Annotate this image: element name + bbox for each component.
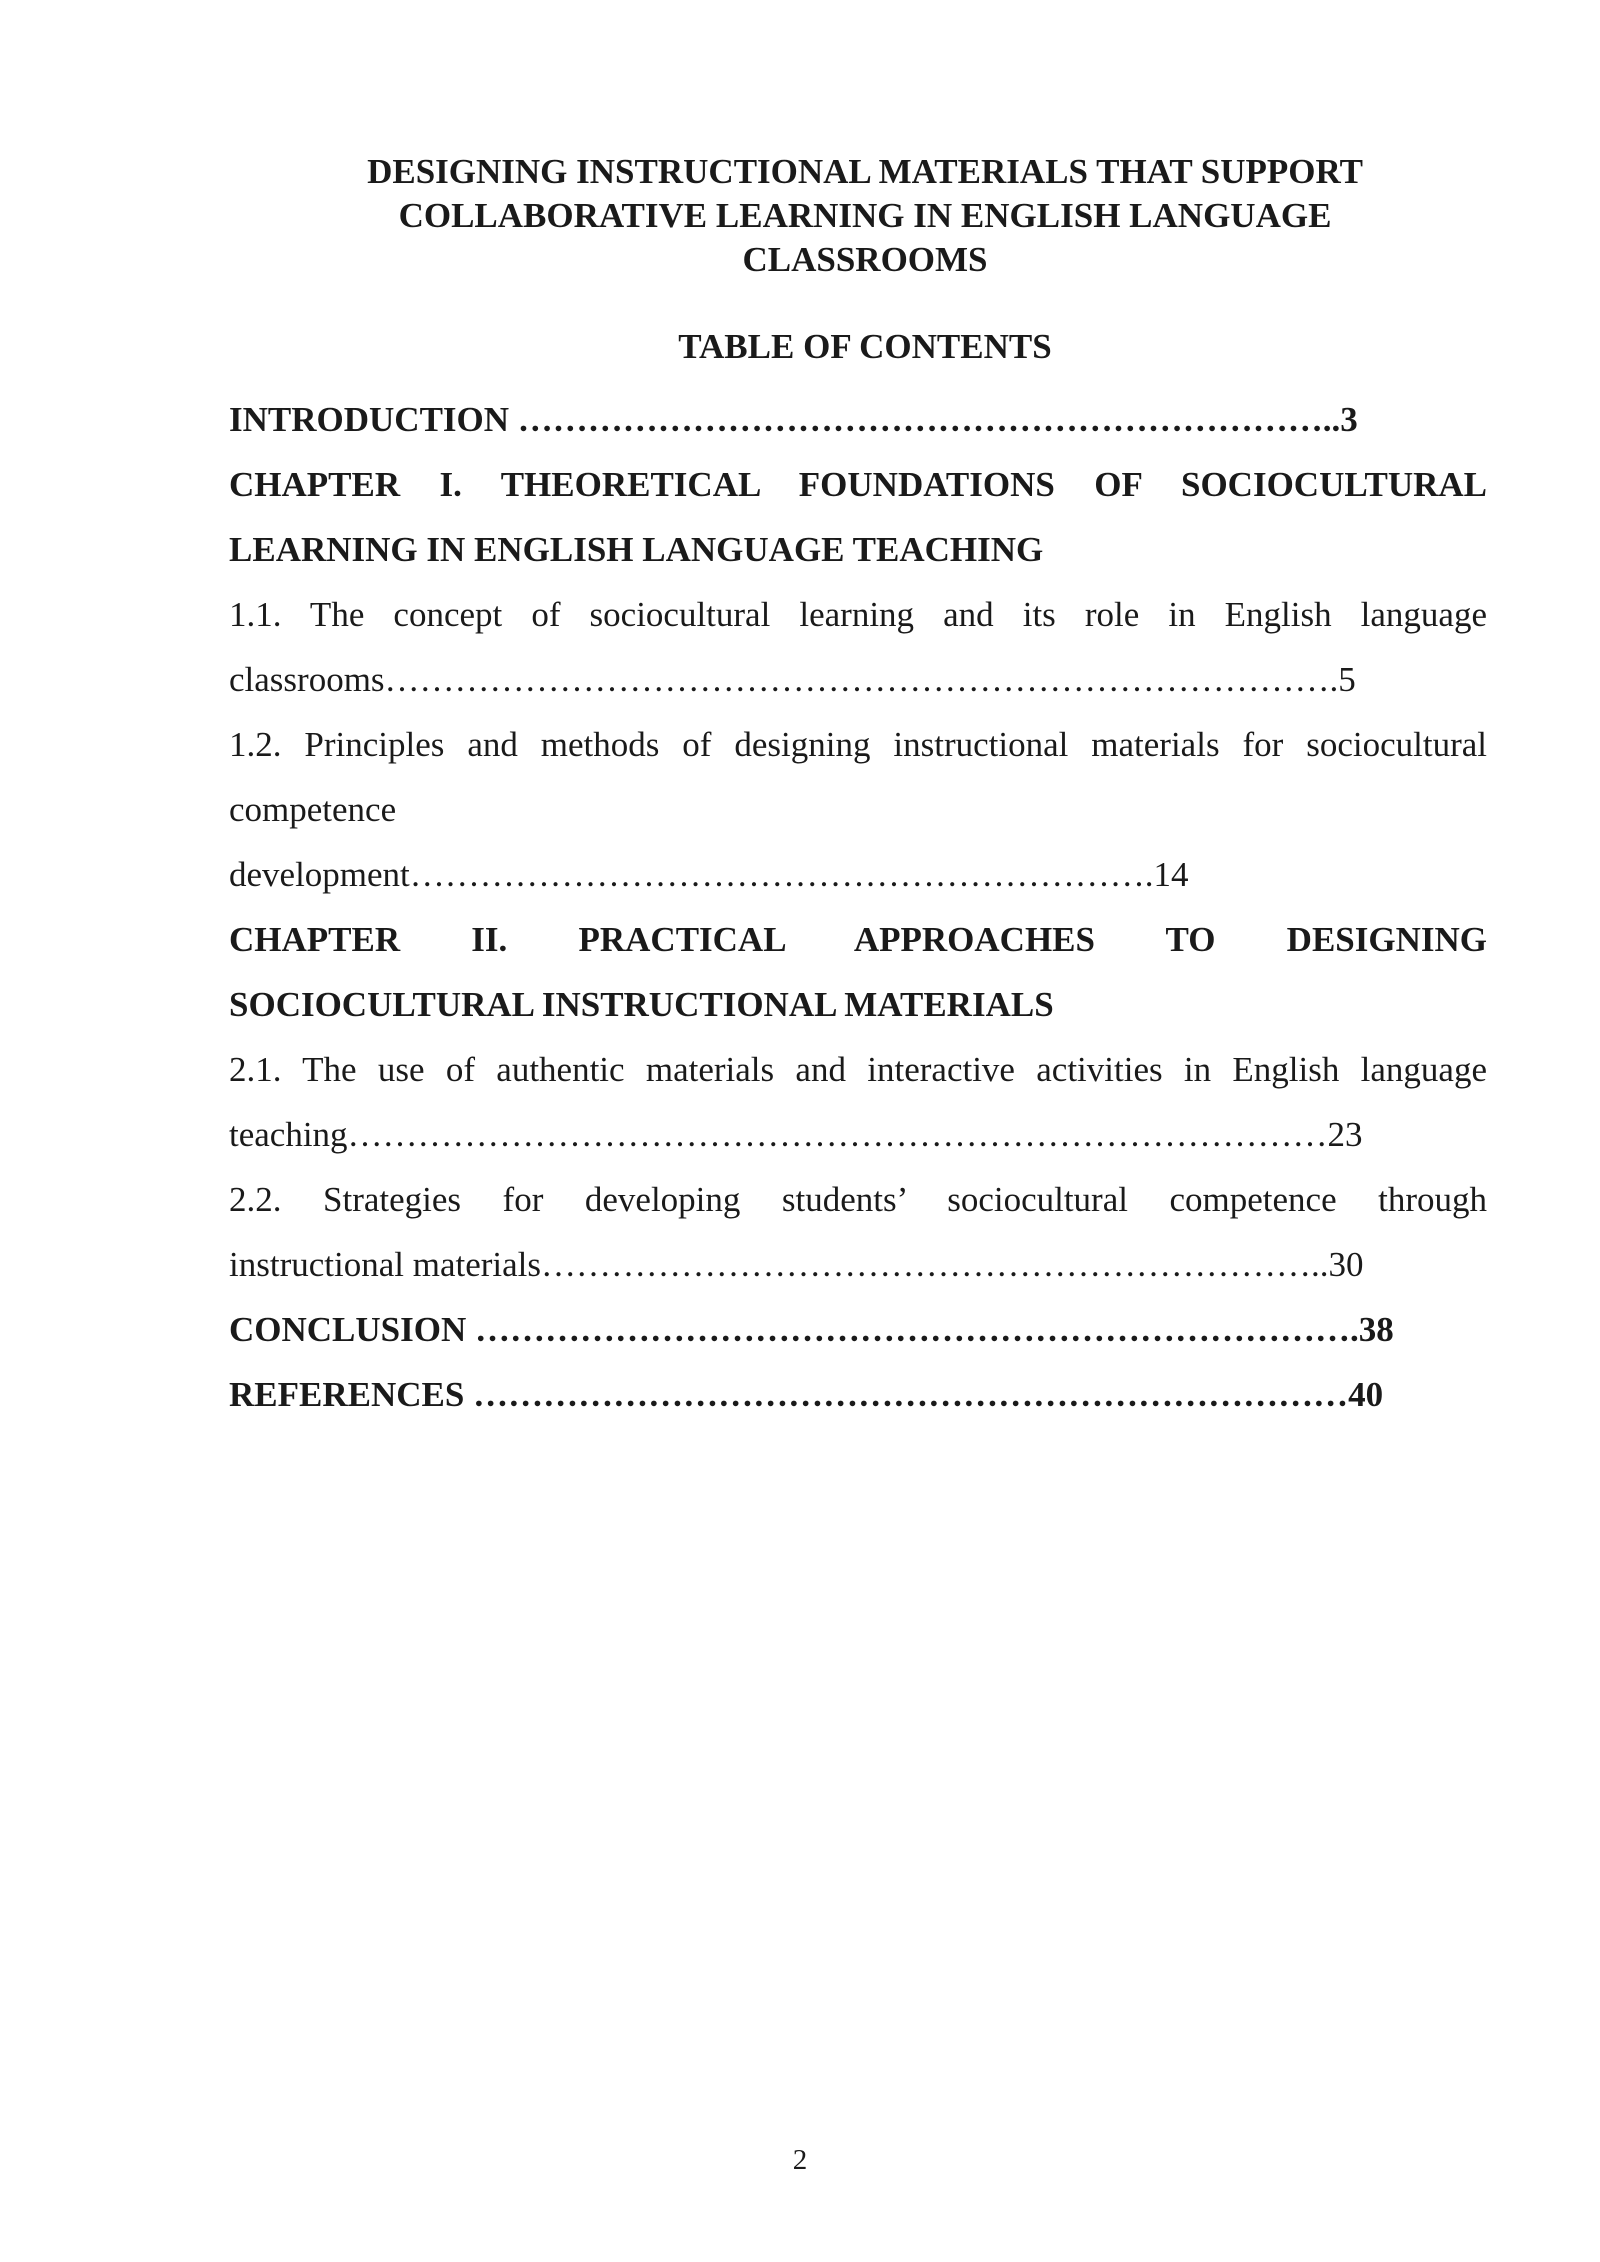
toc-entry-1-1-cont: classrooms……………………………………………………………………….5 xyxy=(229,660,1356,699)
page-number: 2 xyxy=(792,2144,808,2176)
toc-entry-1-2: 1.2. Principles and methods of designing instructional materials for sociocultural xyxy=(229,725,1487,764)
toc-entry-references: REFERENCES …………………………………………………………………40 xyxy=(229,1375,1384,1414)
document-title xyxy=(290,150,1440,282)
document-title-line: DESIGNING INSTRUCTIONAL MATERIALS THAT SUPPORT xyxy=(367,152,1363,191)
toc-entry-1-2-cont: competence xyxy=(229,790,397,829)
toc-chapter-2-title: CHAPTER II. PRACTICAL APPROACHES TO DESIGNING xyxy=(229,920,1487,959)
table-of-contents xyxy=(229,387,1487,1427)
document-title-line: CLASSROOMS xyxy=(742,240,988,279)
toc-entry-1-1: 1.1. The concept of sociocultural learning and its role in English language xyxy=(229,595,1487,634)
toc-entry-2-1: 2.1. The use of authentic materials and interactive activities in English language xyxy=(229,1050,1487,1089)
toc-entry-2-2: 2.2. Strategies for developing students’ sociocultural competence through xyxy=(229,1180,1487,1219)
toc-entry-2-2-cont: instructional materials…………………………………………………………..30 xyxy=(229,1245,1364,1284)
toc-chapter-1-title: CHAPTER I. THEORETICAL FOUNDATIONS OF SOCIOCULTURAL xyxy=(229,465,1487,504)
toc-chapter-1-title-cont: LEARNING IN ENGLISH LANGUAGE TEACHING xyxy=(229,530,1044,569)
toc-entry-conclusion: CONCLUSION ………………………………………………………………….38 xyxy=(229,1310,1394,1349)
toc-entry-1-2-cont-2: development……………………………………………………….14 xyxy=(229,855,1189,894)
document-title-line: COLLABORATIVE LEARNING IN ENGLISH LANGUAGE xyxy=(398,196,1332,235)
toc-entry-2-1-cont: teaching…………………………………………………………………………23 xyxy=(229,1115,1363,1154)
toc-entry-introduction: INTRODUCTION ……………………………………………………………..3 xyxy=(229,400,1358,439)
toc-heading: TABLE OF CONTENTS xyxy=(678,327,1052,366)
toc-chapter-2-title-cont: SOCIOCULTURAL INSTRUCTIONAL MATERIALS xyxy=(229,985,1054,1024)
